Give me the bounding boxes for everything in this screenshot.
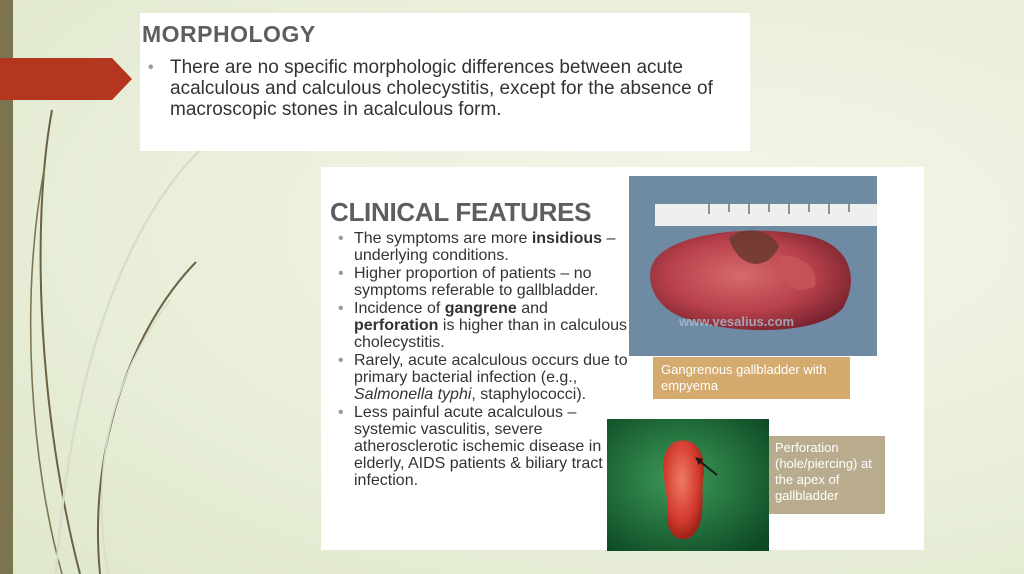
- list-item: • Higher proportion of patients – no symptoms referable to gallbladder.: [338, 265, 599, 299]
- list-item: • Less painful acute acalculous – systemic vasculitis, severe atherosclerotic ischemic disease in elderly, AIDS patients & biliary tract infection.: [338, 404, 603, 489]
- morphology-title: MORPHOLOGY: [142, 21, 316, 47]
- perforated-gallbladder-photo: [607, 419, 769, 551]
- perforation-caption: Perforation (hole/piercing) at the apex of gallbladder: [769, 436, 885, 514]
- list-item: • Rarely, acute acalculous occurs due to primary bacterial infection (e.g., Salmonella typhi, staphylococci).: [338, 352, 628, 403]
- gangrenous-caption: Gangrenous gallbladder with empyema: [653, 357, 850, 399]
- list-item: • Incidence of gangrene and perforation is higher than in calculous cholecystitis.: [338, 300, 628, 351]
- clinical-features-title: CLINICAL FEATURES: [330, 197, 592, 227]
- morphology-text: There are no specific morphologic differences between acute acalculous and calculous cholecystitis, except for the absence of macroscopic stones in acalculous form.: [170, 57, 713, 120]
- clinical-features-list: [335, 230, 635, 490]
- morphology-bullet: •: [148, 59, 154, 76]
- list-item: • The symptoms are more insidious – underlying conditions.: [338, 230, 616, 264]
- red-arrow-icon: [0, 58, 132, 100]
- watermark-text: www.vesalius.com: [679, 314, 795, 329]
- morphology-panel: [140, 13, 750, 151]
- gangrenous-gallbladder-photo: [629, 176, 877, 356]
